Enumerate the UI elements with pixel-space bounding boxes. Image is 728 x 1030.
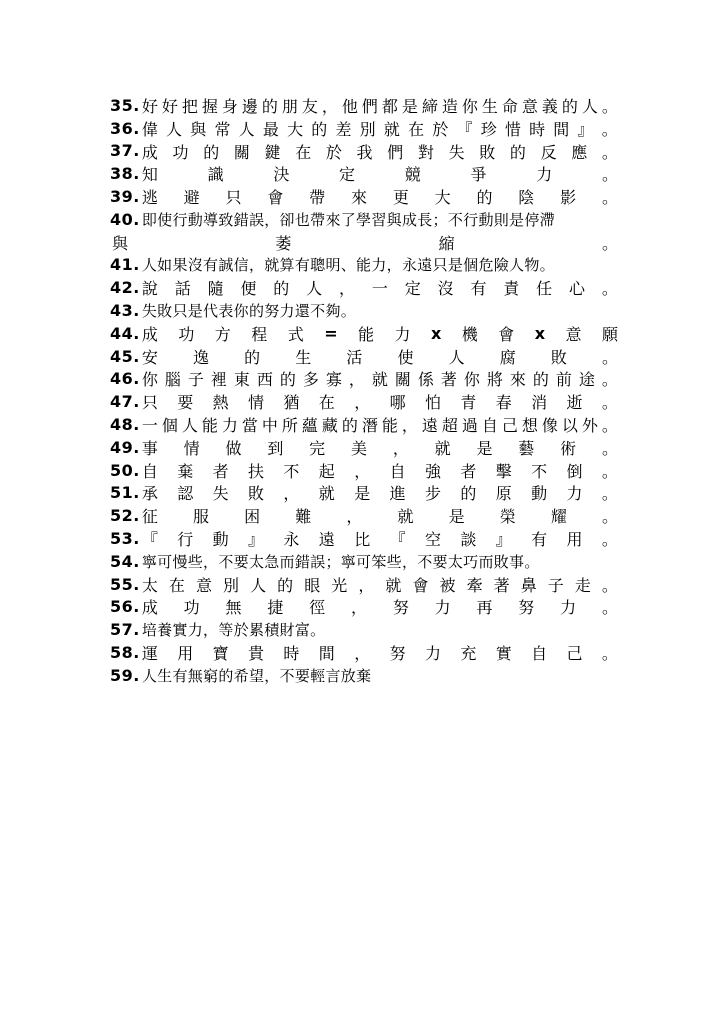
line-number: 39. (110, 187, 140, 207)
line-text: 與 萎 縮 。 (112, 233, 618, 253)
text-line (110, 140, 618, 163)
document-page (110, 94, 618, 687)
text-line (110, 368, 618, 391)
line-number: 55. (110, 574, 140, 594)
line-text: 征 服 困 難 ， 就 是 榮 耀 。 (141, 507, 618, 527)
text-line (110, 390, 618, 413)
text-line (110, 664, 618, 687)
text-line (110, 436, 618, 459)
line-text: 寧可慢些，不要太急而錯誤；寧可笨些，不要太巧而敗事。 (141, 552, 540, 571)
line-text: 成 功 方 程 式 = 能 力 x 機 會 x 意 願 (141, 323, 618, 344)
text-line (110, 550, 618, 573)
text-line (110, 618, 618, 641)
line-text: 『 行 動 』 永 遠 比 『 空 談 』 有 用 。 (141, 530, 618, 550)
line-number: 57. (110, 620, 140, 640)
line-text: 即使行動導致錯誤，卻也帶來了學習與成長；不行動則是停滯 (141, 210, 555, 229)
line-text: 好 好 把 握 身 邊 的 朋 友 ， 他 們 都 是 締 造 你 生 命 意 義 的 人 。 (141, 96, 618, 116)
line-number: 42. (110, 278, 140, 298)
text-line (110, 596, 618, 619)
text-line (110, 231, 618, 254)
line-number: 45. (110, 346, 140, 366)
line-number: 53. (110, 529, 140, 549)
line-text: 自 棄 者 扶 不 起 ， 自 強 者 擊 不 倒 。 (141, 461, 618, 481)
line-text: 承 認 失 敗 ， 就 是 進 步 的 原 動 力 。 (141, 484, 618, 504)
text-line (110, 641, 618, 664)
line-number: 50. (110, 460, 140, 480)
text-line (110, 117, 618, 140)
line-text: 只 要 熱 情 猶 在 ， 哪 怕 青 春 消 逝 。 (141, 393, 618, 413)
line-text: 失敗只是代表你的努力還不夠。 (141, 302, 357, 321)
line-number: 52. (110, 506, 140, 526)
line-number: 40. (110, 209, 140, 229)
text-line (110, 459, 618, 482)
text-line (110, 527, 618, 550)
text-line (110, 322, 618, 345)
line-text: 人生有無窮的希望，不要輕言放棄 (141, 666, 372, 685)
line-number: 56. (110, 597, 140, 617)
text-line (110, 185, 618, 208)
line-number: 51. (110, 483, 140, 503)
text-line (110, 299, 618, 322)
text-line (110, 413, 618, 436)
line-text: 成 功 的 關 鍵 在 於 我 們 對 失 敗 的 反 應 。 (141, 142, 618, 162)
line-text: 偉 人 與 常 人 最 大 的 差 別 就 在 於 『 珍 惜 時 間 』 。 (141, 119, 618, 139)
line-number: 58. (110, 643, 140, 663)
line-text: 事 情 做 到 完 美 ， 就 是 藝 術 。 (141, 438, 618, 458)
line-text: 人如果沒有誠信，就算有聰明、能力，永遠只是個危險人物。 (141, 256, 555, 275)
line-number: 59. (110, 665, 140, 685)
text-line (110, 345, 618, 368)
text-line (110, 504, 618, 527)
line-text: 你 腦 子 裡 東 西 的 多 寡 ， 就 關 係 著 你 將 來 的 前 途 。 (141, 370, 618, 390)
line-number: 37. (110, 141, 140, 161)
text-line (110, 573, 618, 596)
line-text: 安 逸 的 生 活 使 人 腐 敗 。 (141, 347, 618, 367)
text-line (110, 162, 618, 185)
line-text: 一 個 人 能 力 當 中 所 蘊 藏 的 潛 能 ， 遠 超 過 自 己 想 像 以 外 。 (141, 416, 618, 436)
line-text: 知 識 決 定 競 爭 力 。 (141, 165, 618, 185)
line-number: 41. (110, 255, 140, 275)
line-text: 逃 避 只 會 帶 來 更 大 的 陰 影 。 (141, 188, 618, 208)
line-text: 說 話 隨 便 的 人 ， 一 定 沒 有 責 任 心 。 (141, 279, 618, 299)
line-number: 54. (110, 551, 140, 571)
line-number: 36. (110, 118, 140, 138)
line-text: 太 在 意 別 人 的 眼 光 ， 就 會 被 牽 著 鼻 子 走 。 (141, 575, 618, 595)
line-number: 47. (110, 392, 140, 412)
line-number: 46. (110, 369, 140, 389)
text-line (110, 276, 618, 299)
text-line (110, 94, 618, 117)
line-number: 48. (110, 415, 140, 435)
line-number: 35. (110, 95, 140, 115)
text-line (110, 208, 618, 231)
line-text: 運 用 寶 貴 時 間 ， 努 力 充 實 自 己 。 (141, 644, 618, 664)
text-line (110, 254, 618, 277)
line-text: 培養實力，等於累積財富。 (141, 621, 326, 640)
line-number: 38. (110, 164, 140, 184)
line-number: 44. (110, 323, 140, 343)
line-number: 43. (110, 301, 140, 321)
text-line (110, 482, 618, 505)
line-number: 49. (110, 437, 140, 457)
line-text: 成 功 無 捷 徑 ， 努 力 再 努 力 。 (141, 598, 618, 618)
